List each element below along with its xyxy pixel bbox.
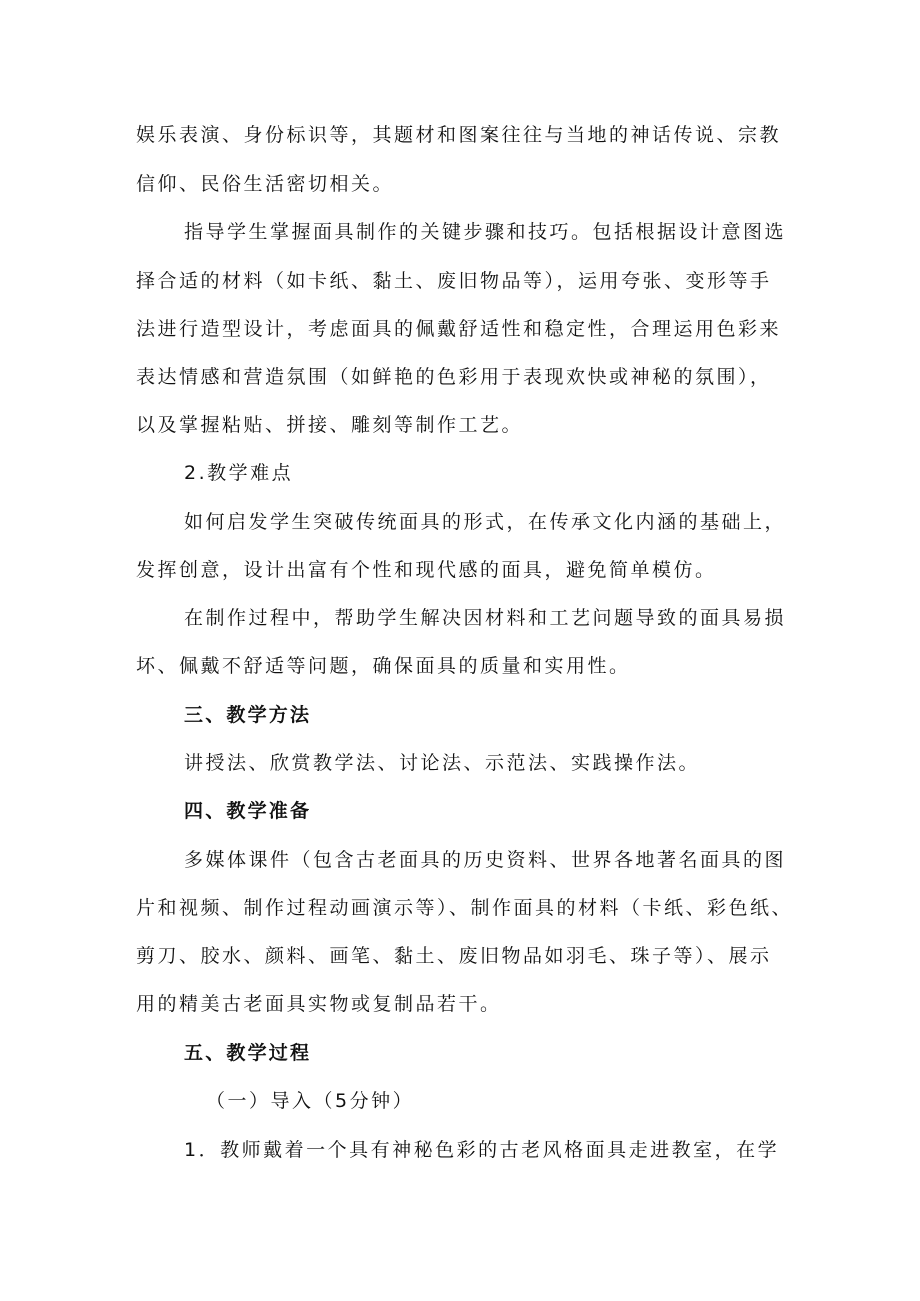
section-heading-teaching-process: 五、教学过程: [184, 1042, 312, 1064]
paragraph-line-14: 片和视频、制作过程动画演示等）、制作面具的材料（卡纸、彩色纸、: [136, 897, 794, 919]
paragraph-line-5: 法进行造型设计，考虑面具的佩戴舒适性和稳定性，合理运用色彩来: [136, 318, 782, 340]
paragraph-line-13: 多媒体课件（包含古老面具的历史资料、世界各地著名面具的图: [184, 849, 787, 871]
paragraph-line-10: 在制作过程中，帮助学生解决因材料和工艺问题导致的面具易损: [184, 607, 787, 629]
paragraph-line-9: 发挥创意，设计出富有个性和现代感的面具，避免简单模仿。: [136, 559, 717, 581]
section-heading-teaching-difficulty: 2.教学难点: [184, 462, 294, 484]
paragraph-line-2: 信仰、民俗生活密切相关。: [136, 173, 395, 195]
paragraph-line-17: 1．教师戴着一个具有神秘色彩的古老风格面具走进教室，在学: [184, 1139, 780, 1161]
section-heading-teaching-preparation: 四、教学准备: [184, 800, 312, 822]
paragraph-line-15: 剪刀、胶水、颜料、画笔、黏土、废旧物品如羽毛、珠子等）、展示: [136, 945, 772, 967]
paragraph-line-8: 如何启发学生突破传统面具的形式，在传承文化内涵的基础上，: [184, 511, 787, 533]
paragraph-line-16: 用的精美古老面具实物或复制品若干。: [136, 993, 502, 1015]
paragraph-line-4: 择合适的材料（如卡纸、黏土、废旧物品等），运用夸张、变形等手: [136, 270, 772, 292]
paragraph-line-1: 娱乐表演、身份标识等，其题材和图案往往与当地的神话传说、宗教: [136, 124, 782, 146]
paragraph-line-11: 坏、佩戴不舒适等问题，确保面具的质量和实用性。: [136, 655, 631, 677]
paragraph-line-12: 讲授法、欣赏教学法、讨论法、示范法、实践操作法。: [184, 752, 701, 774]
subsection-heading-introduction: （一）导入（5分钟）: [206, 1090, 415, 1112]
paragraph-line-3: 指导学生掌握面具制作的关键步骤和技巧。包括根据设计意图选: [184, 221, 787, 243]
paragraph-line-6: 表达情感和营造氛围（如鲜艳的色彩用于表现欢快或神秘的氛围），: [136, 366, 772, 388]
paragraph-line-7: 以及掌握粘贴、拼接、雕刻等制作工艺。: [136, 414, 524, 436]
section-heading-teaching-methods: 三、教学方法: [184, 704, 312, 726]
